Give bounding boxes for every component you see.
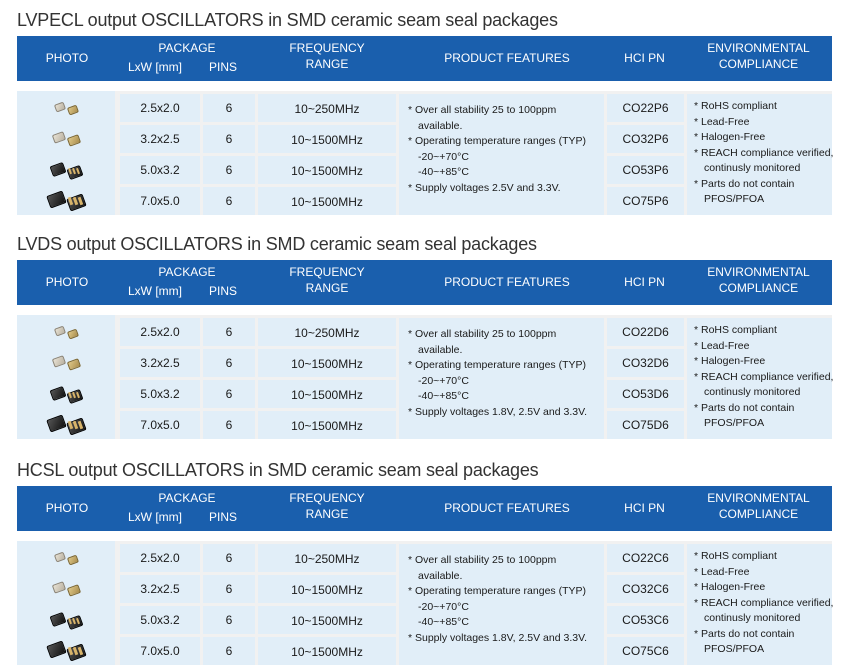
oscillator-bottom-icon [67,359,81,372]
hci-pn-cell [607,187,684,215]
header-features: PRODUCT FEATURES [444,501,570,515]
oscillator-top-icon [50,161,67,176]
feature-line: * Over all stability 25 to 100ppm [408,554,557,566]
header-pins: PINS [208,510,237,524]
frequency-range: 10~1500MHz [291,357,363,371]
frequency-range: 10~250MHz [294,552,360,566]
header-photo: PHOTO [45,51,89,65]
oscillator-top-icon [52,582,66,595]
hci-pn-cell [607,544,684,572]
pins-count: 6 [225,613,233,627]
header-compliance: COMPLIANCE [718,507,799,521]
oscillator-bottom-icon [67,328,80,339]
oscillator-top-icon [53,101,66,112]
header-lxw: LxW [mm] [128,60,182,74]
package-size: 2.5x2.0 [140,101,180,115]
table-body [17,91,832,215]
table-body [17,315,832,439]
env-line: PFOS/PFOA [704,417,765,429]
oscillator-top-icon [52,356,66,369]
env-line: * RoHS compliant [694,324,777,336]
package-size-cell [120,349,200,377]
feature-line: * Operating temperature ranges (TYP) [408,359,586,371]
package-size: 7.0x5.0 [140,194,180,208]
env-line: continusly monitored [704,386,801,398]
frequency-cell [258,187,396,215]
frequency-cell [258,156,396,184]
pins-count: 6 [225,387,233,401]
feature-line: available. [418,119,463,132]
env-line: * Parts do not contain [694,627,795,640]
pins-count: 6 [225,101,233,115]
env-line: * Lead-Free [694,565,750,578]
package-size-cell [120,380,200,408]
header-range: RANGE [305,57,349,71]
header-range: RANGE [305,507,349,521]
package-size: 7.0x5.0 [140,418,180,432]
header-frequency: FREQUENCY [289,491,365,505]
oscillator-top-icon [53,325,66,336]
pins-cell [203,606,255,634]
feature-line: -20~+70°C [418,374,469,387]
hci-pn-cell [607,318,684,346]
feature-line: available. [418,569,463,582]
header-package: PACKAGE [158,41,216,55]
frequency-range: 10~1500MHz [291,645,363,659]
feature-line: -40~+85°C [418,616,469,628]
photo-column [17,541,115,665]
env-line: continusly monitored [704,612,801,624]
package-size: 3.2x2.5 [140,582,180,596]
header-pins: PINS [208,60,237,74]
photo-column [17,315,115,439]
feature-line: * Supply voltages 1.8V, 2.5V and 3.3V. [408,405,588,418]
env-line: * Halogen-Free [694,581,766,593]
feature-line: * Over all stability 25 to 100ppm [408,328,557,340]
feature-line: * Operating temperature ranges (TYP) [408,135,586,147]
product-section [0,460,844,670]
package-size: 5.0x3.2 [140,163,180,177]
feature-line: -40~+85°C [418,390,469,402]
header-package: PACKAGE [158,491,216,505]
table-header [17,36,832,81]
env-line: * Halogen-Free [694,131,766,143]
header-pins: PINS [208,284,237,298]
package-size: 3.2x2.5 [140,132,180,146]
pins-cell [203,380,255,408]
header-photo: PHOTO [45,501,89,515]
env-line: * Lead-Free [694,115,750,128]
oscillator-top-icon [46,415,67,433]
header-features: PRODUCT FEATURES [444,275,570,289]
hci-pn-cell [607,575,684,603]
package-size-cell [120,544,200,572]
hci-part-number: CO75D6 [622,418,669,432]
frequency-cell [258,411,396,439]
oscillator-top-icon [52,132,66,145]
oscillator-top-icon [46,641,67,659]
hci-part-number: CO53P6 [622,163,669,177]
pins-cell [203,125,255,153]
package-size-cell [120,637,200,665]
frequency-range: 10~1500MHz [291,195,363,209]
feature-line: * Supply voltages 1.8V, 2.5V and 3.3V. [408,631,588,644]
hci-part-number: CO53D6 [622,387,669,401]
pins-cell [203,544,255,572]
pins-count: 6 [225,194,233,208]
package-size-cell [120,125,200,153]
hci-pn-cell [607,380,684,408]
header-photo: PHOTO [45,275,89,289]
package-size-cell [120,156,200,184]
feature-line: * Supply voltages 2.5V and 3.3V. [408,181,561,194]
hci-pn-cell [607,156,684,184]
pins-cell [203,575,255,603]
frequency-cell [258,606,396,634]
feature-line: -20~+70°C [418,600,469,613]
hci-pn-cell [607,349,684,377]
pins-count: 6 [225,132,233,146]
feature-line: -40~+85°C [418,166,469,178]
header-lxw: LxW [mm] [128,510,182,524]
package-size: 7.0x5.0 [140,644,180,658]
header-hci-pn: HCI PN [624,51,665,65]
oscillator-top-icon [46,191,67,209]
package-size: 3.2x2.5 [140,356,180,370]
oscillator-top-icon [50,611,67,626]
env-line: * RoHS compliant [694,550,777,562]
photo-column [17,91,115,215]
hci-part-number: CO22P6 [622,101,669,115]
pins-cell [203,349,255,377]
oscillator-top-icon [53,551,66,562]
frequency-range: 10~1500MHz [291,583,363,597]
env-line: * REACH compliance verified, [694,370,834,383]
package-size-cell [120,575,200,603]
header-environmental: ENVIRONMENTAL [707,265,810,279]
frequency-cell [258,544,396,572]
table-header [17,260,832,305]
header-frequency: FREQUENCY [289,41,365,55]
hci-part-number: CO32D6 [622,356,669,370]
frequency-cell [258,94,396,122]
oscillator-bottom-icon [67,585,81,598]
frequency-range: 10~1500MHz [291,419,363,433]
env-line: * REACH compliance verified, [694,146,834,159]
hci-part-number: CO22D6 [622,325,669,339]
hci-part-number: CO32C6 [622,582,669,596]
package-size: 2.5x2.0 [140,551,180,565]
hci-pn-cell [607,411,684,439]
environmental-compliance [687,544,832,665]
oscillator-bottom-icon [67,135,81,148]
env-line: PFOS/PFOA [704,643,765,655]
header-features: PRODUCT FEATURES [444,51,570,65]
package-size-cell [120,606,200,634]
frequency-range: 10~1500MHz [291,164,363,178]
section-title: HCSL output OSCILLATORS in SMD ceramic seam seal packages [17,460,539,480]
package-size-cell [120,94,200,122]
hci-pn-cell [607,637,684,665]
pins-cell [203,187,255,215]
pins-cell [203,411,255,439]
pins-count: 6 [225,356,233,370]
product-section [0,10,844,220]
feature-line: * Operating temperature ranges (TYP) [408,585,586,597]
hci-part-number: CO75P6 [622,194,669,208]
env-line: * Halogen-Free [694,355,766,367]
package-size-cell [120,187,200,215]
header-range: RANGE [305,281,349,295]
header-environmental: ENVIRONMENTAL [707,41,810,55]
hci-pn-cell [607,125,684,153]
header-lxw: LxW [mm] [128,284,182,298]
header-compliance: COMPLIANCE [718,57,799,71]
frequency-range: 10~250MHz [294,102,360,116]
pins-cell [203,637,255,665]
pins-cell [203,94,255,122]
environmental-compliance [687,318,832,439]
env-line: * REACH compliance verified, [694,596,834,609]
frequency-range: 10~1500MHz [291,388,363,402]
product-section [0,234,844,444]
section-title: LVPECL output OSCILLATORS in SMD ceramic seam seal packages [17,10,558,30]
header-compliance: COMPLIANCE [718,281,799,295]
header-package: PACKAGE [158,265,216,279]
hci-pn-cell [607,94,684,122]
product-features [399,544,604,665]
frequency-cell [258,575,396,603]
env-line: * Parts do not contain [694,401,795,414]
frequency-cell [258,380,396,408]
hci-part-number: CO75C6 [622,644,669,658]
pins-cell [203,156,255,184]
pins-cell [203,318,255,346]
table-header [17,486,832,531]
hci-part-number: CO22C6 [622,551,669,565]
pins-count: 6 [225,551,233,565]
oscillator-top-icon [50,385,67,400]
feature-line: -20~+70°C [418,150,469,163]
package-size: 5.0x3.2 [140,387,180,401]
oscillator-bottom-icon [67,554,80,565]
pins-count: 6 [225,325,233,339]
table-body [17,541,832,665]
product-features [399,94,604,215]
header-hci-pn: HCI PN [624,275,665,289]
frequency-cell [258,637,396,665]
frequency-cell [258,349,396,377]
pins-count: 6 [225,418,233,432]
frequency-cell [258,125,396,153]
frequency-range: 10~1500MHz [291,614,363,628]
package-size: 2.5x2.0 [140,325,180,339]
env-line: * Lead-Free [694,339,750,352]
pins-count: 6 [225,644,233,658]
product-features [399,318,604,439]
oscillator-bottom-icon [67,104,80,115]
hci-part-number: CO32P6 [622,132,669,146]
frequency-range: 10~1500MHz [291,133,363,147]
package-size: 5.0x3.2 [140,613,180,627]
hci-pn-cell [607,606,684,634]
environmental-compliance [687,94,832,215]
package-size-cell [120,318,200,346]
hci-part-number: CO53C6 [622,613,669,627]
pins-count: 6 [225,163,233,177]
env-line: * Parts do not contain [694,177,795,190]
section-title: LVDS output OSCILLATORS in SMD ceramic seam seal packages [17,234,537,254]
env-line: * RoHS compliant [694,100,777,112]
feature-line: available. [418,343,463,356]
header-environmental: ENVIRONMENTAL [707,491,810,505]
package-size-cell [120,411,200,439]
frequency-range: 10~250MHz [294,326,360,340]
env-line: PFOS/PFOA [704,193,765,205]
pins-count: 6 [225,582,233,596]
feature-line: * Over all stability 25 to 100ppm [408,104,557,116]
header-hci-pn: HCI PN [624,501,665,515]
frequency-cell [258,318,396,346]
env-line: continusly monitored [704,162,801,174]
header-frequency: FREQUENCY [289,265,365,279]
